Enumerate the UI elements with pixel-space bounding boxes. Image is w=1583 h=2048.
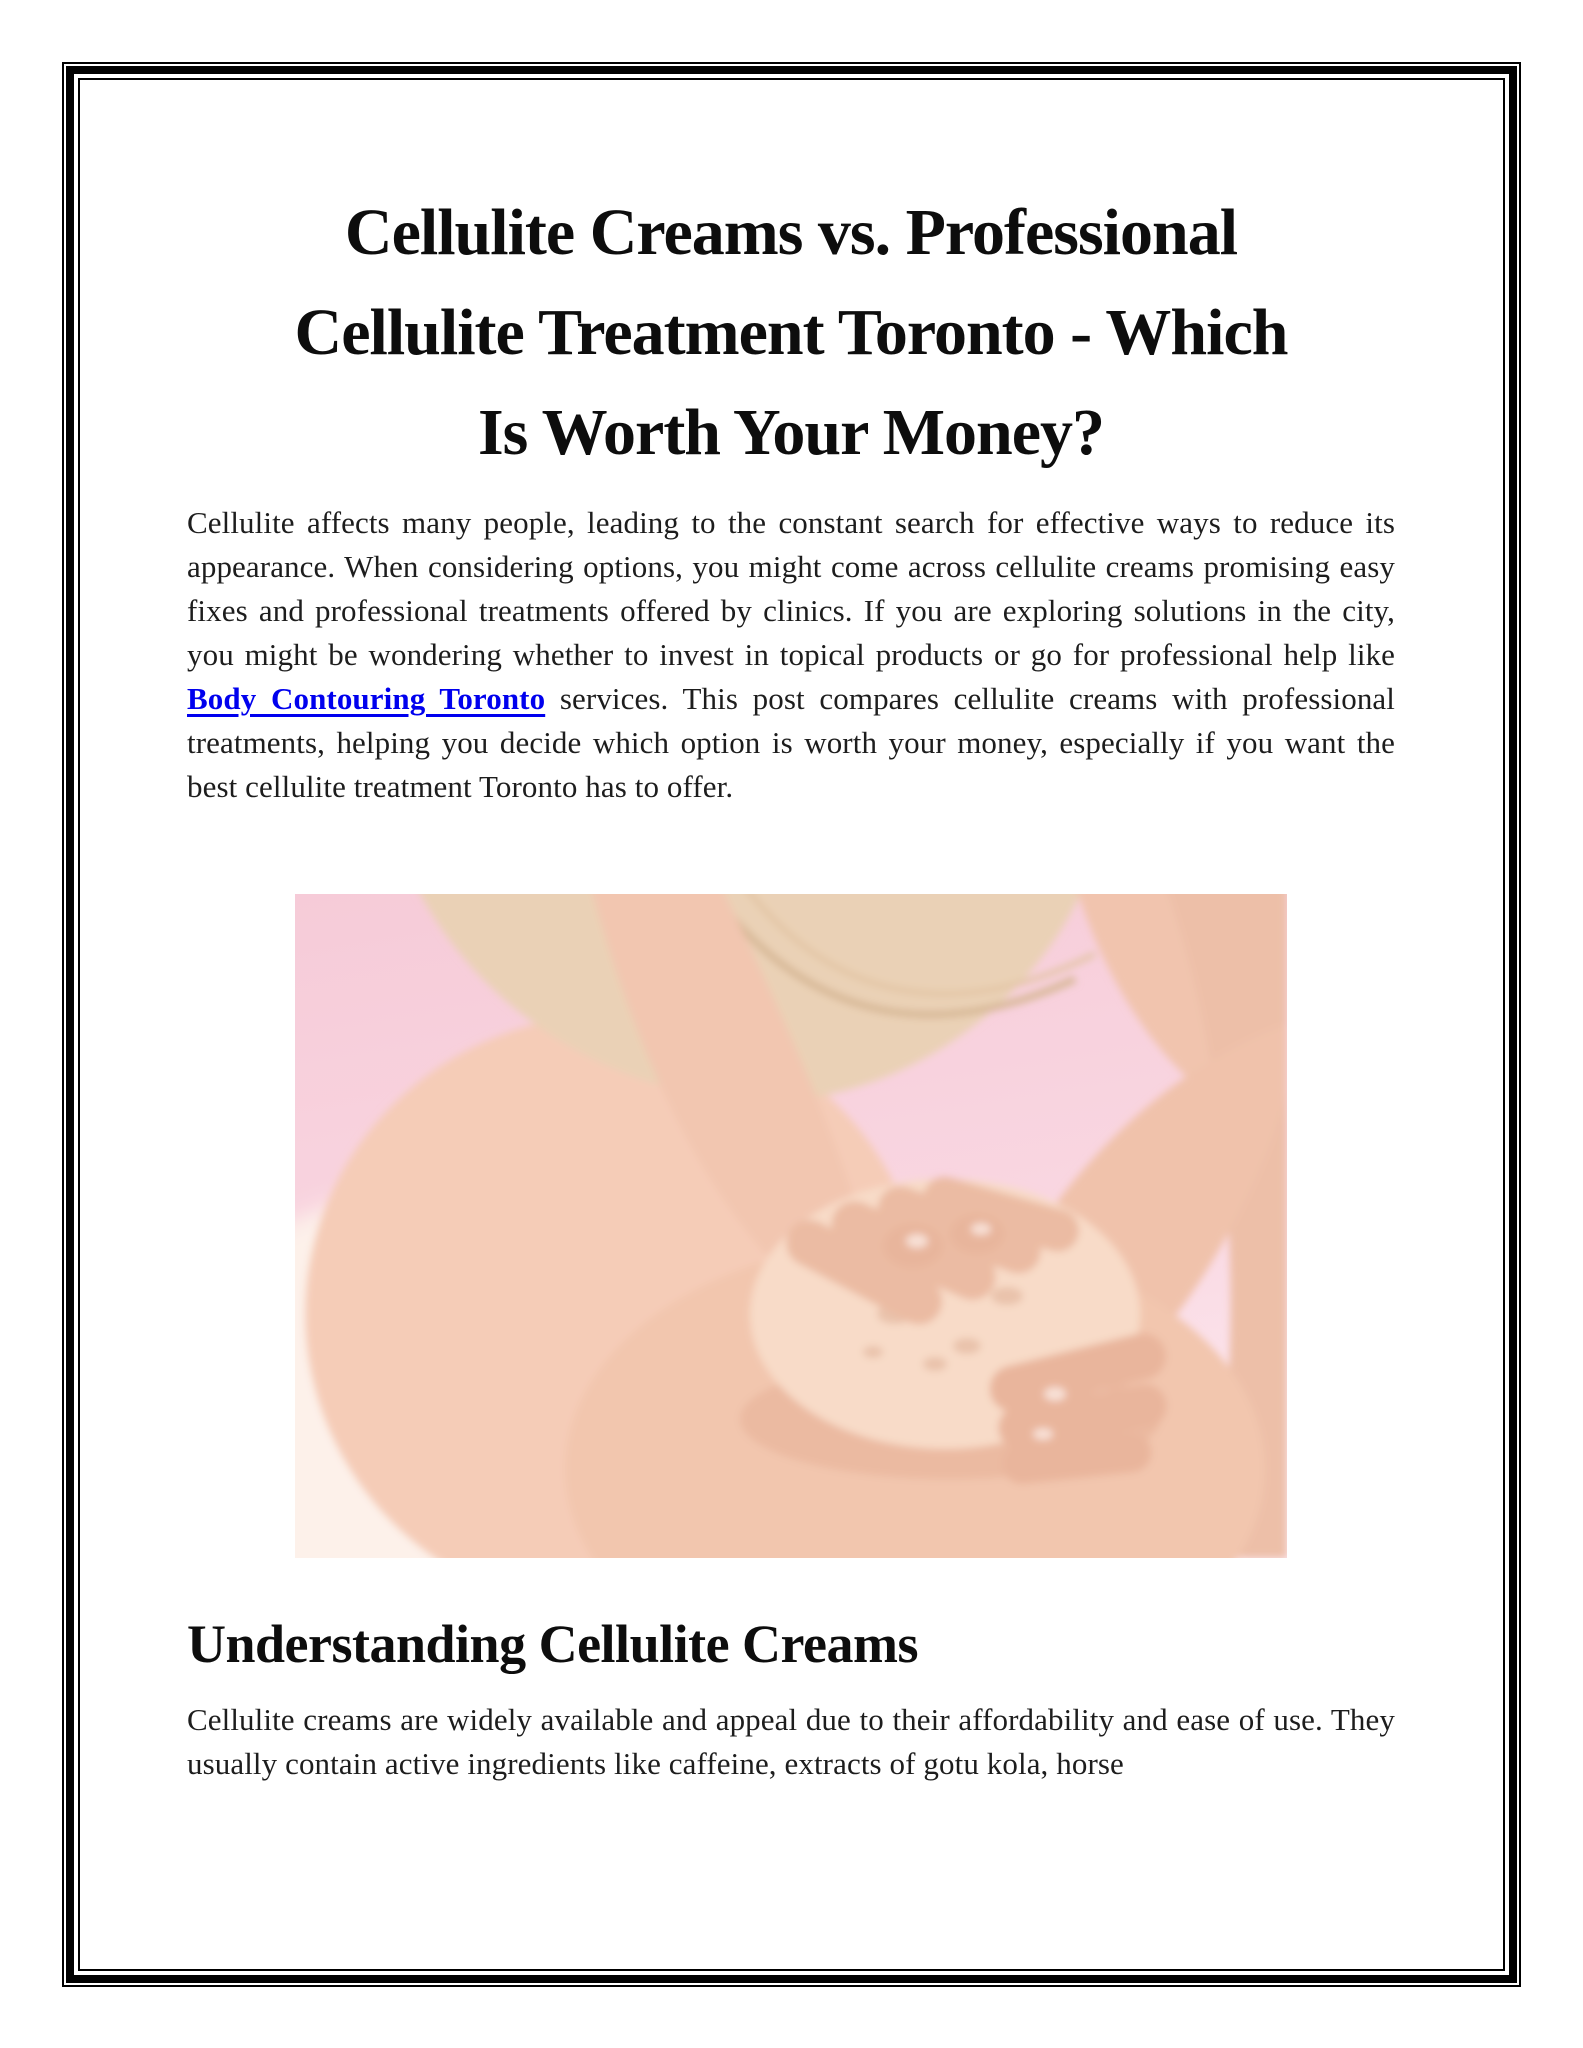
title-line-1: Cellulite Creams vs. Professional — [344, 196, 1238, 269]
title-line-3: Is Worth Your Money? — [477, 396, 1104, 469]
title-line-2: Cellulite Treatment Toronto - Which — [294, 296, 1288, 369]
page-content — [187, 83, 1395, 1786]
body-contouring-toronto-link[interactable]: Body Contouring Toronto — [187, 681, 546, 716]
cellulite-pinch-photo — [295, 894, 1287, 1558]
document-title — [187, 183, 1395, 483]
section-paragraph: Cellulite creams are widely available and appeal due to their affordability and ease of use. They usually contain active ingredients like caffeine, extracts of gotu kola, horse — [187, 1702, 1395, 1781]
cellulite-photo-illustration — [295, 894, 1287, 1558]
section-heading: Understanding Cellulite Creams — [187, 1614, 919, 1674]
intro-paragraph — [187, 501, 1395, 809]
intro-text-before-link: Cellulite affects many people, leading to the constant search for effective ways to reduce its appearance. When considering options, you might come across cellulite creams promising easy fixes and professional treatments offered by clinics. If you are exploring solutions in the city, you might be wondering whether to invest in topical products or go for professional help like — [187, 505, 1395, 672]
intro-text-after-link: services. This post compares cellulite creams with professional treatments, helping you decide which option is worth your money, especially if you want the best cellulite treatment Toronto has to offer. — [187, 681, 1396, 804]
